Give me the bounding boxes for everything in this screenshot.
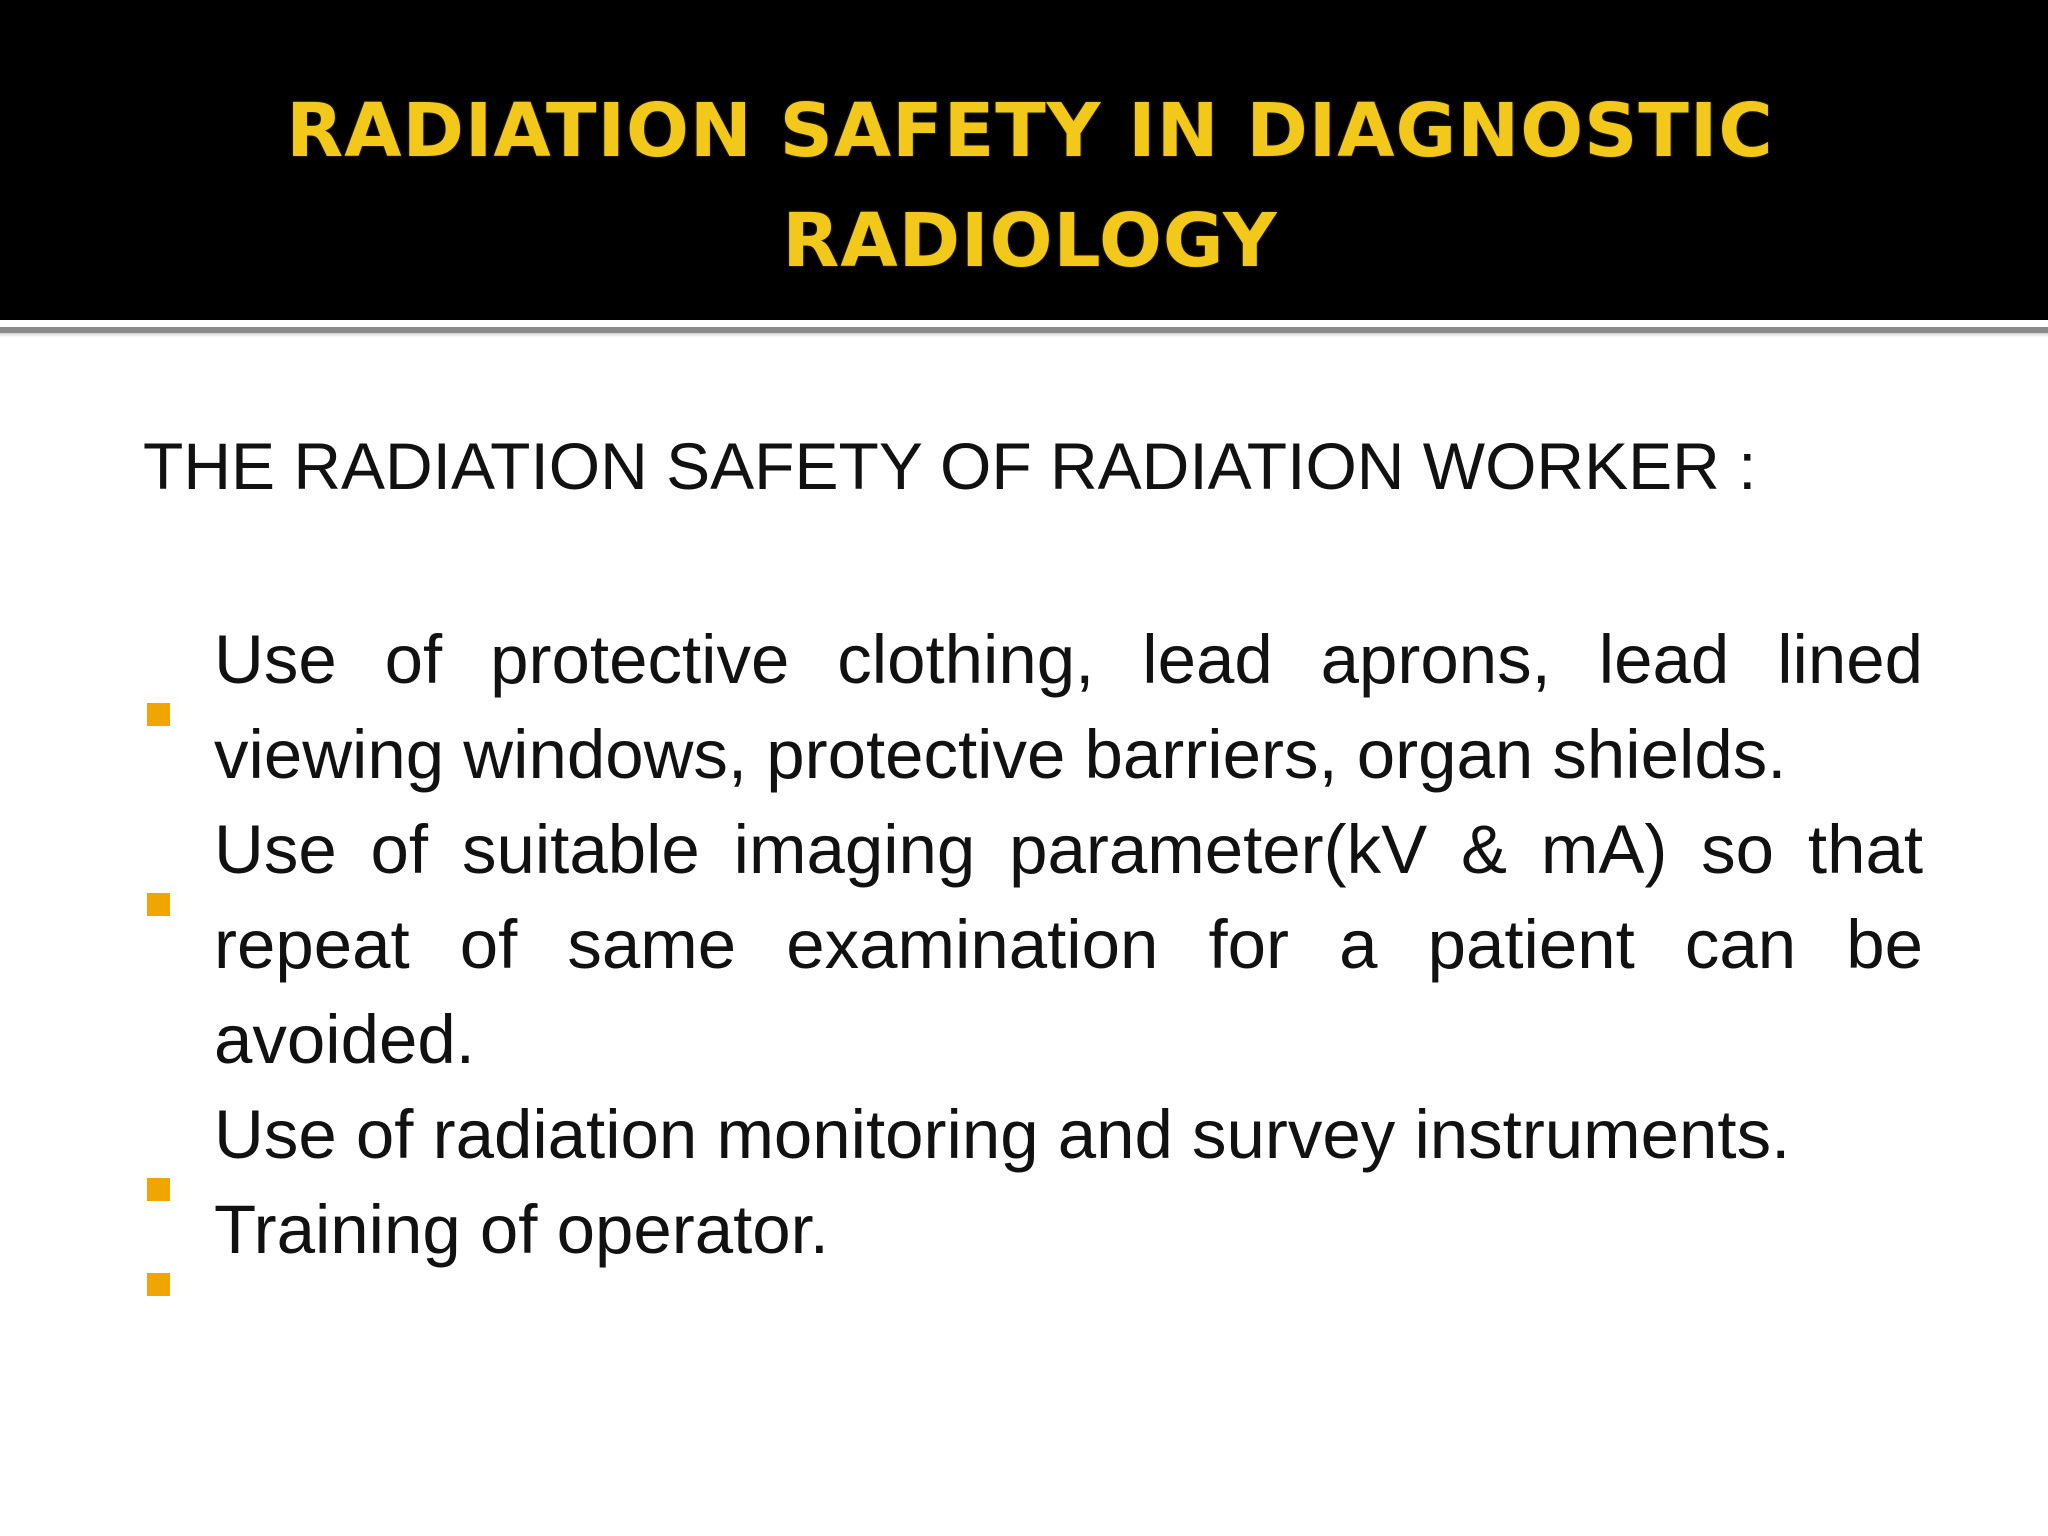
square-bullet-icon <box>147 845 170 868</box>
bullet-text: Use of suitable imaging parameter(kV & mA) so that repeat of same examination for a patient can be avoided. <box>214 811 1923 1078</box>
bullet-text: Use of radiation monitoring and survey instruments. <box>214 1096 1791 1173</box>
title-divider-shadow <box>0 333 2048 337</box>
title-divider <box>0 320 2048 327</box>
square-bullet-icon <box>147 1130 170 1153</box>
section-heading: THE RADIATION SAFETY OF RADIATION WORKER : <box>143 429 1757 503</box>
bullet-item-protective-clothing <box>143 612 1923 802</box>
bullet-text: Training of operator. <box>214 1191 829 1268</box>
square-bullet-icon <box>147 1225 170 1248</box>
slide-title: RADIATION SAFETY IN DIAGNOSTIC RADIOLOGY <box>286 88 1774 284</box>
bullet-item-monitoring-instruments <box>143 1087 1923 1182</box>
bullet-item-imaging-parameter <box>143 802 1923 1087</box>
square-bullet-icon <box>147 655 170 678</box>
bullet-text: Use of protective clothing, lead aprons, lead lined viewing windows, protective barriers, organ shields. <box>214 621 1923 793</box>
bullet-item-operator-training <box>143 1182 1923 1277</box>
bullet-list <box>143 612 1923 1277</box>
title-bar <box>0 0 2048 320</box>
